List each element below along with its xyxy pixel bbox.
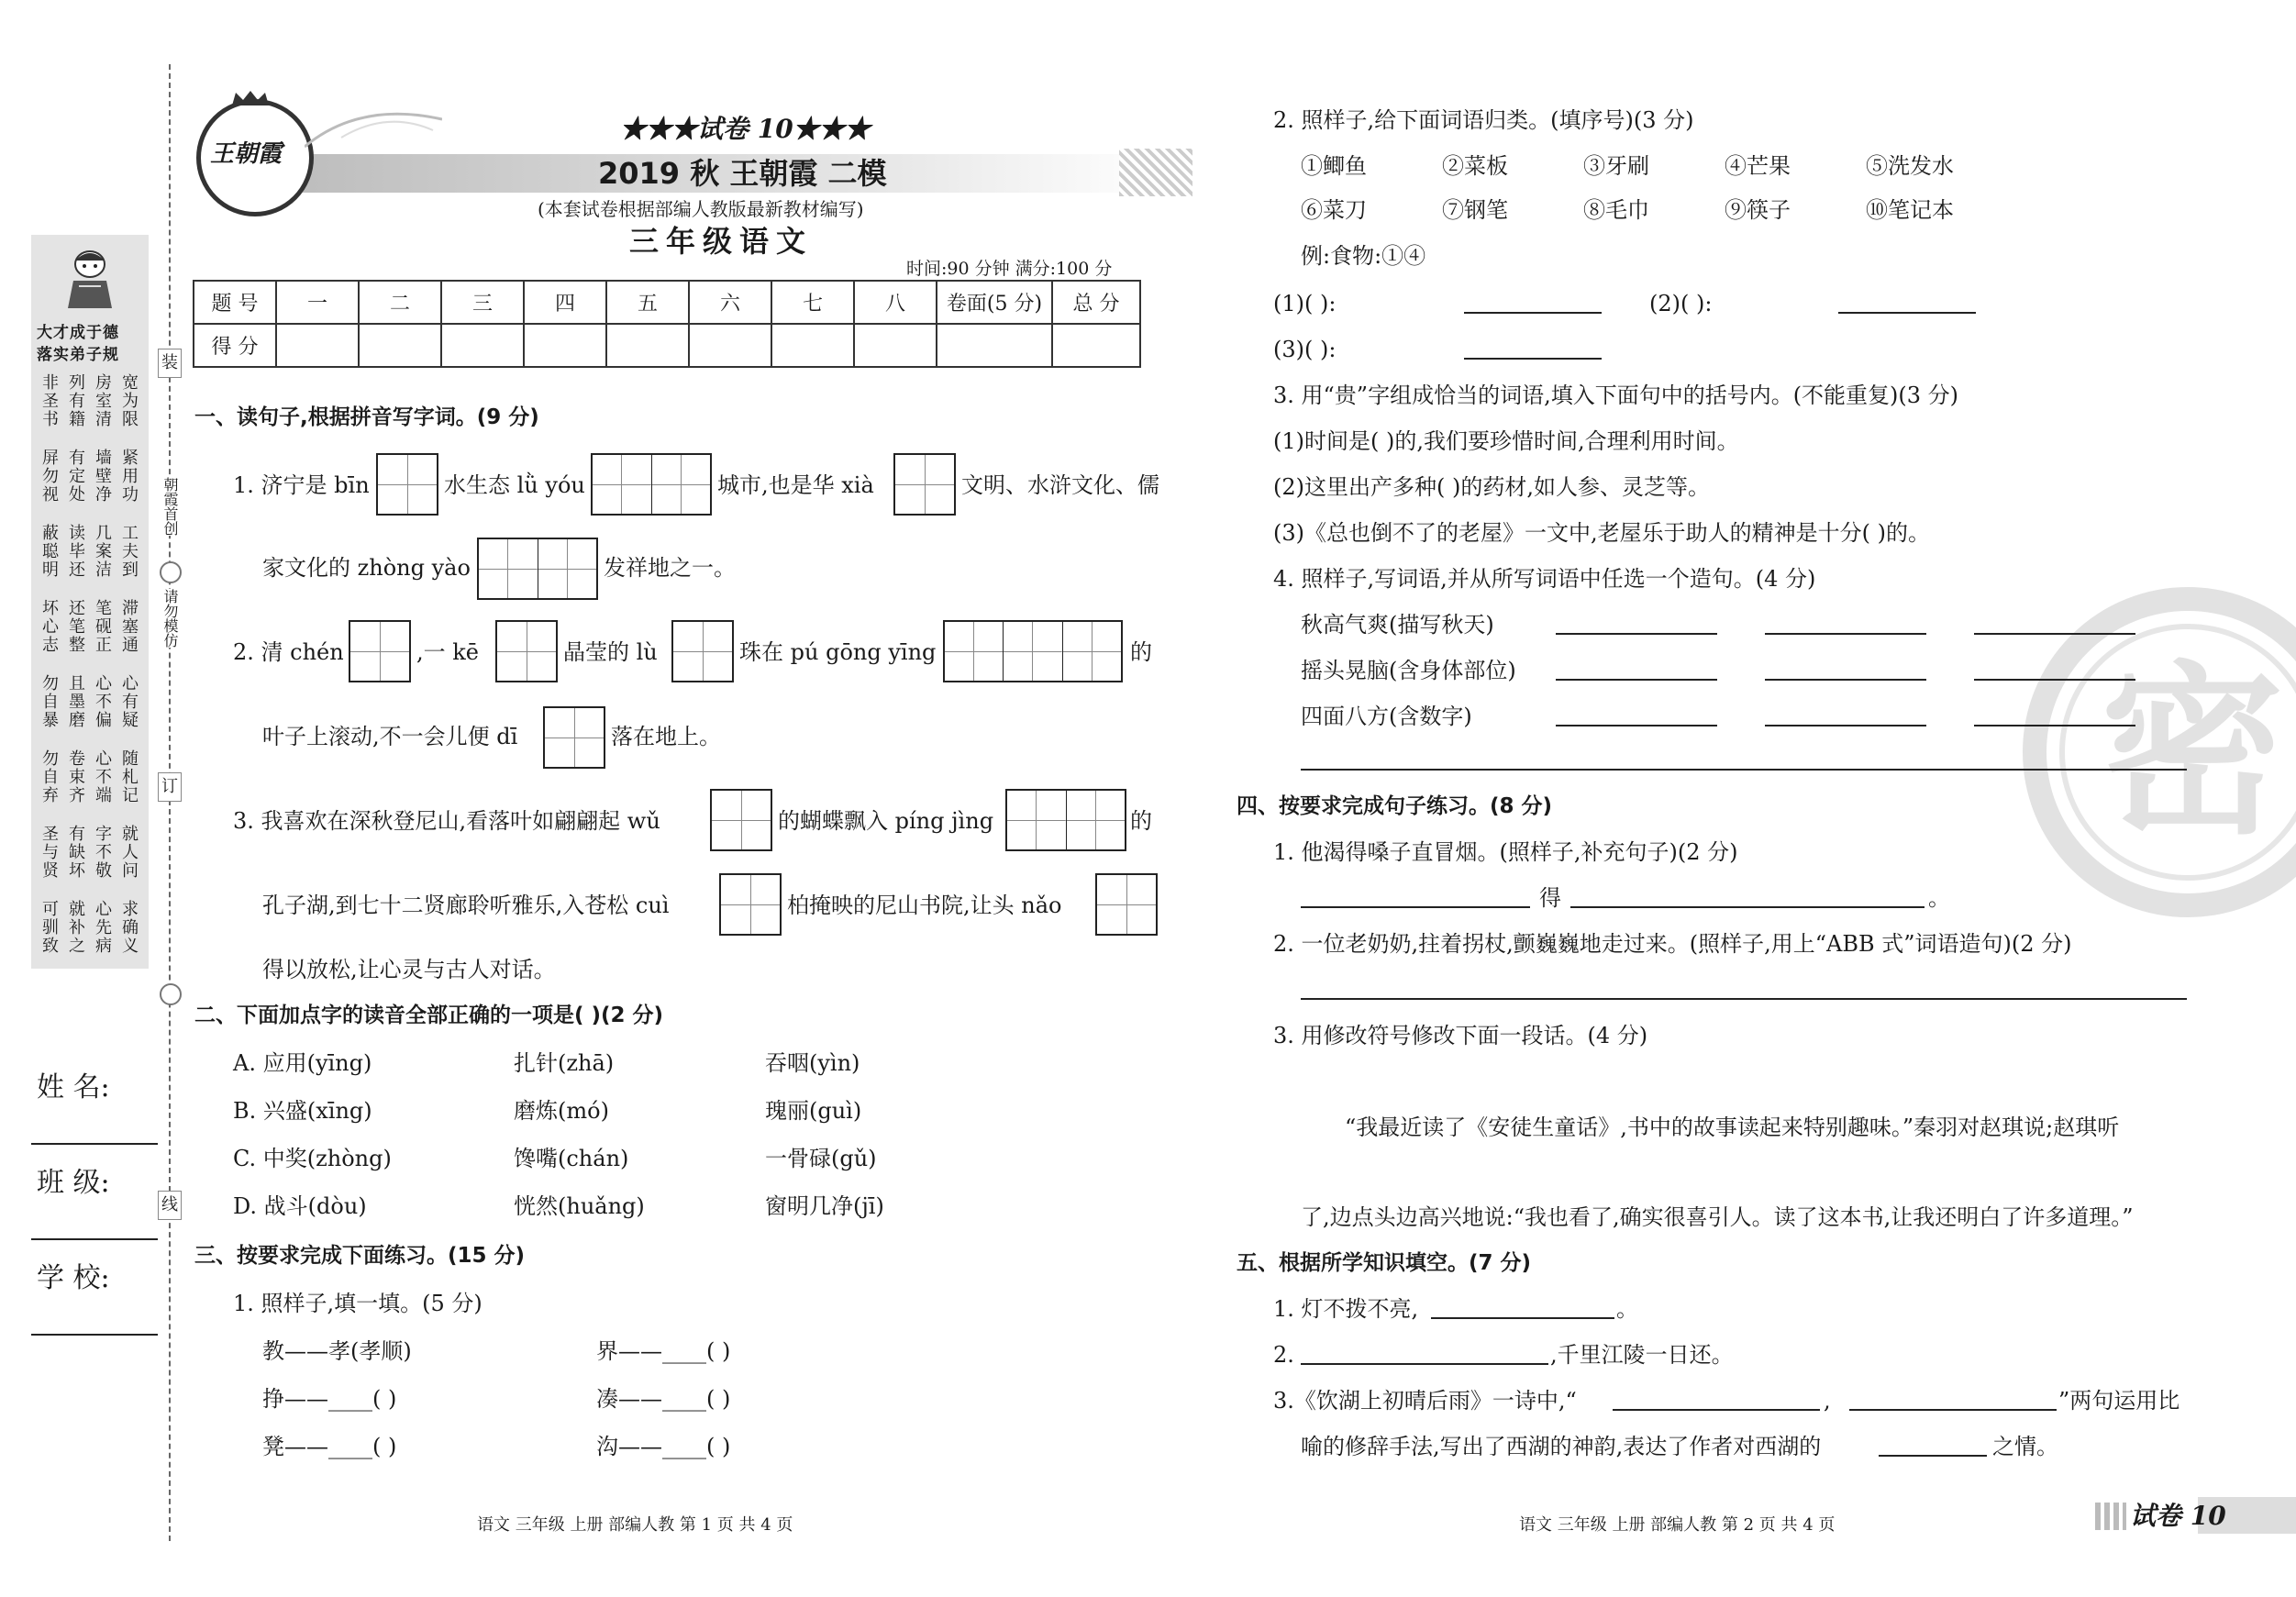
header-ribbon-pattern [1119,149,1192,196]
score-cell[interactable] [359,324,441,367]
s3-q4-row-1: 秋高气爽(描写秋天) [1301,612,1494,638]
sidebar-motto-1: 大才成于德 [37,324,119,342]
s3-q4-answer-line[interactable] [1556,633,1717,635]
s4-paragraph-1: “我最近读了《安徒生童话》,书中的故事读起来特别趣味。”秦羽对赵琪说;赵琪听 [1345,1115,2120,1140]
sidebar-column-4: 宽为限 紧用功 工夫到 滞塞通 心有疑 随札记 就人问 求确义 [122,373,139,956]
s3-q2-answer-line-2[interactable] [1838,312,1976,314]
s2-option-b-2: 磨炼(mó) [514,1098,609,1124]
score-col-header: 一 [276,281,359,324]
footer-right: 语文 三年级 上册 部编人教 第 2 页 共 4 页 [1519,1515,1836,1535]
s5-q1-line[interactable] [1431,1317,1614,1319]
score-col-header: 五 [606,281,689,324]
s4-q1-line-1[interactable] [1301,906,1530,908]
answer-box-2cell[interactable] [477,538,598,600]
score-table-score-row [194,324,1140,367]
gutter-mark-ding: 订 [158,772,182,802]
score-cell[interactable] [1052,324,1140,367]
s3-q4-answer-line[interactable] [1974,679,2135,681]
s1-q1-text-f: 发祥地之一。 [604,555,736,581]
s3-q4-answer-line[interactable] [1765,679,1926,681]
s1-q1-text-a: 1. 济宁是 bīn [233,472,370,498]
s3-q3: 3. 用“贵”字组成恰当的词语,填入下面句中的括号内。(不能重复)(3 分) [1273,383,1959,408]
s2-option-b-3: 瑰丽(guì) [765,1098,862,1124]
s3-q2-item-5: ⑤洗发水 [1866,153,1954,179]
s3-q4-answer-line[interactable] [1974,633,2135,635]
s2-option-a-1: A. 应用(yīng) [233,1050,372,1076]
s5-q1-b: 。 [1616,1296,1638,1322]
time-score: 时间:90 分钟 满分:100 分 [906,259,1113,279]
s2-option-d-3: 窗明几净(jī) [765,1193,884,1219]
score-col-header: 八 [854,281,937,324]
answer-box-1cell[interactable] [1095,873,1158,936]
s5-q3-line-3[interactable] [1879,1455,1987,1457]
s1-q3-text-a: 3. 我喜欢在深秋登尼山,看落叶如翩翩起 wǔ [233,808,660,834]
score-cell[interactable] [276,324,359,367]
s1-q2-text-e: 的 [1130,639,1152,665]
ribbon-swoosh-icon [305,101,442,156]
gutter-mark-chuangzuo: 朝霞首创 [159,477,179,536]
s3-q2-answer-line-3[interactable] [1464,358,1602,360]
score-table [193,280,1141,368]
s2-option-d-2: 恍然(huǎng) [514,1193,645,1219]
page-badge: 试卷 10 [2130,1501,2226,1531]
section5-title: 五、根据所学知识填空。(7 分) [1237,1251,1532,1275]
s2-option-a-2: 扎针(zhā) [514,1050,615,1076]
s5-q1-a: 1. 灯不拨不亮, [1273,1296,1419,1322]
score-cell[interactable] [441,324,524,367]
s5-q3-e: 之情。 [1992,1434,2058,1459]
sidebar-column-1: 非圣书 屏勿视 蔽聪明 坏心志 勿自暴 勿自弃 圣与贤 可驯致 [42,373,59,956]
score-cell[interactable] [771,324,854,367]
school-field[interactable] [31,1334,158,1336]
s3-q1-left-1: 教——孝(孝顺) [262,1338,412,1364]
section1-title: 一、读句子,根据拼音写字词。(9 分) [194,405,539,429]
s2-option-d-1: D. 战斗(dòu) [233,1193,367,1219]
score-col-header: 卷面(5 分) [937,281,1052,324]
s3-q2-item-8: ⑧毛巾 [1583,197,1649,223]
s4-q3: 3. 用修改符号修改下面一段话。(4 分) [1273,1023,1648,1048]
s3-q2-answer-line-1[interactable] [1464,312,1602,314]
s5-q3-a: 3.《饮湖上初晴后雨》一诗中,“ [1273,1388,1577,1414]
s5-q2-b: ,千里江陵一日还。 [1550,1342,1734,1368]
s3-q1-right-3: 沟——____( ) [596,1434,731,1459]
s4-q2: 2. 一位老奶奶,拄着拐杖,颤巍巍地走过来。(照样子,用上“ABB 式”词语造句)(2 分) [1273,931,2072,957]
s5-q3-b: , [1824,1388,1831,1414]
binding-line [169,64,171,1541]
s2-option-c-1: C. 中奖(zhòng) [233,1146,392,1171]
s4-paragraph-2: 了,边点头边高兴地说:“我也看了,确实很喜引人。读了这本书,让我还明白了许多道理。” [1301,1204,2134,1230]
s3-q1: 1. 照样子,填一填。(5 分) [233,1291,482,1316]
confidential-seal-char: 密 [2101,644,2285,859]
answer-box-1cell[interactable] [710,789,772,851]
name-label: 姓 名: [37,1071,110,1103]
score-col-header: 二 [359,281,441,324]
s1-q2-text-g: 落在地上。 [611,724,721,749]
s1-q2-text-d: 珠在 pú gōng yīng [739,639,937,665]
gutter-mark-zhuang: 装 [158,349,182,378]
s3-q2-item-10: ⑩笔记本 [1866,197,1954,223]
s5-q3-line-2[interactable] [1849,1409,2057,1411]
logo-crown-icon [230,91,271,107]
score-row-label: 得 分 [194,324,276,367]
gutter-mark-mofang: 请勿模仿 [159,589,179,648]
score-col-header: 三 [441,281,524,324]
s4-q1-line-2[interactable] [1570,906,1924,908]
gutter-icon-2 [160,983,182,1005]
s3-q4-answer-line[interactable] [1765,725,1926,726]
s5-q2-line[interactable] [1301,1363,1548,1365]
logo-text: 王朝霞 [210,140,283,168]
answer-box-1cell[interactable] [349,620,411,682]
sidebar-panel [31,235,149,969]
s3-q2-example: 例:食物:①④ [1301,243,1426,269]
school-label: 学 校: [37,1262,110,1294]
s1-q1-text-e: 家文化的 zhòng yào [262,555,471,581]
answer-box-1cell[interactable] [671,620,734,682]
score-cell[interactable] [606,324,689,367]
s3-q4-sentence-line[interactable] [1301,769,2187,771]
s5-q3-c: ”两句运用比 [2058,1388,2180,1414]
s3-q4-answer-line[interactable] [1974,725,2135,726]
score-cell[interactable] [524,324,606,367]
s3-q1-right-1: 界——____( ) [596,1338,731,1364]
s3-q2-blank-2: (2)( ): [1649,291,1713,316]
class-label: 班 级: [37,1167,110,1199]
s4-q1: 1. 他渴得嗓子直冒烟。(照样子,补充句子)(2 分) [1273,839,1738,865]
s1-q3-text-c: 的 [1130,808,1152,834]
score-col-header: 六 [689,281,771,324]
s3-q4-row-2: 摇头晃脑(含身体部位) [1301,658,1516,683]
score-cell[interactable] [937,324,1052,367]
answer-box-3cell[interactable] [943,620,1123,682]
s3-q2-item-6: ⑥菜刀 [1301,197,1367,223]
s2-option-c-2: 馋嘴(chán) [514,1146,629,1171]
score-col-header: 总 分 [1052,281,1140,324]
s3-q2-item-4: ④芒果 [1725,153,1791,179]
s1-q2-text-b: ,一 kē [416,639,480,665]
s1-q1-text-d: 文明、水浒文化、儒 [961,472,1159,498]
s3-q4-answer-line[interactable] [1765,633,1926,635]
section2-title: 二、下面加点字的读音全部正确的一项是( )(2 分) [194,1004,664,1027]
gutter-icon-1 [160,561,182,583]
exam-title: 2019 秋 王朝霞 二模 [598,156,887,191]
s1-q1-text-b: 水生态 lǜ yóu [444,472,585,498]
s4-q2-line[interactable] [1301,998,2187,1000]
score-col-header: 题 号 [194,281,276,324]
score-cell[interactable] [689,324,771,367]
exam-number: ★★★试卷 10★★★ [620,114,871,144]
answer-box-1cell[interactable] [893,453,956,516]
s1-q1-text-c: 城市,也是华 xià [717,472,874,498]
s3-q1-left-3: 凳——____( ) [262,1434,397,1459]
s1-q2-text-f: 叶子上滚动,不一会儿便 dī [262,724,518,749]
s3-q3-3: (3)《总也倒不了的老屋》一文中,老屋乐于助人的精神是十分( )的。 [1273,520,1930,546]
s1-q3-text-b: 的蝴蝶飘入 píng jìng [778,808,994,834]
answer-box-1cell[interactable] [376,453,438,516]
s1-q3-text-d: 孔子湖,到七十二贤廊聆听雅乐,入苍松 cuì [262,893,670,918]
s2-option-a-3: 吞咽(yìn) [765,1050,860,1076]
sidebar-column-2: 列有籍 有定处 读毕还 还笔整 且墨磨 卷束齐 有缺坏 就补之 [69,373,85,956]
s2-option-b-1: B. 兴盛(xīng) [233,1098,372,1124]
s3-q4: 4. 照样子,写词语,并从所写词语中任选一个造句。(4 分) [1273,566,1816,592]
sidebar-motto-2: 落实弟子规 [37,346,119,364]
s3-q3-2: (2)这里出产多种( )的药材,如人参、灵芝等。 [1273,474,1710,500]
sidebar-column-3: 房室清 墙壁净 几案洁 笔砚正 心不偏 心不端 字不敬 心先病 [95,373,112,956]
score-cell[interactable] [854,324,937,367]
answer-box-2cell[interactable] [591,453,712,516]
s3-q4-row-3: 四面八方(含数字) [1301,704,1472,729]
gutter-mark-xian: 线 [158,1191,182,1220]
s4-q1-end: 。 [1928,885,1950,911]
section4-title: 四、按要求完成句子练习。(8 分) [1237,794,1553,818]
s5-q3-line-1[interactable] [1613,1409,1820,1411]
s3-q1-left-2: 挣——____( ) [262,1386,397,1412]
answer-box-2cell[interactable] [1005,789,1126,851]
s3-q2-item-2: ②菜板 [1442,153,1508,179]
score-col-header: 七 [771,281,854,324]
exam-subtitle: (本套试卷根据部编人教版最新教材编写) [538,198,864,220]
s1-q3-text-f: 得以放松,让心灵与古人对话。 [262,957,556,982]
score-col-header: 四 [524,281,606,324]
class-field[interactable] [31,1238,158,1240]
subject-title: 三年级语文 [629,224,814,259]
answer-box-1cell[interactable] [719,873,782,936]
answer-box-1cell[interactable] [543,706,605,769]
s3-q1-right-2: 凑——____( ) [596,1386,731,1412]
s3-q2: 2. 照样子,给下面词语归类。(填序号)(3 分) [1273,107,1694,133]
section3-title: 三、按要求完成下面练习。(15 分) [194,1244,526,1268]
s1-q2-text-c: 晶莹的 lù [563,639,658,665]
s3-q2-item-1: ①鲫鱼 [1301,153,1367,179]
name-field[interactable] [31,1143,158,1145]
s3-q3-1: (1)时间是( )的,我们要珍惜时间,合理利用时间。 [1273,428,1739,454]
page-badge-pattern [2095,1503,2126,1530]
s2-option-c-3: 一骨碌(gǔ) [765,1146,877,1171]
s1-q3-text-e: 柏掩映的尼山书院,让头 nǎo [787,893,1062,918]
footer-left: 语文 三年级 上册 部编人教 第 1 页 共 4 页 [477,1515,793,1535]
s5-q2-a: 2. [1273,1342,1294,1368]
s3-q4-answer-line[interactable] [1556,725,1717,726]
s3-q2-item-9: ⑨筷子 [1725,197,1791,223]
s1-q2-text-a: 2. 清 chén [233,639,344,665]
logo-badge [196,99,314,216]
answer-box-1cell[interactable] [495,620,558,682]
score-table-header-row [194,281,1140,324]
scholar-illustration [57,244,123,310]
s3-q2-blank-3: (3)( ): [1273,337,1337,362]
s3-q2-item-7: ⑦钢笔 [1442,197,1508,223]
s3-q4-answer-line[interactable] [1556,679,1717,681]
s5-q3-d: 喻的修辞手法,写出了西湖的神韵,表达了作者对西湖的 [1301,1434,1822,1459]
s3-q2-blank-1: (1)( ): [1273,291,1337,316]
s4-q1-mid: 得 [1539,885,1561,911]
s3-q2-item-3: ③牙刷 [1583,153,1649,179]
